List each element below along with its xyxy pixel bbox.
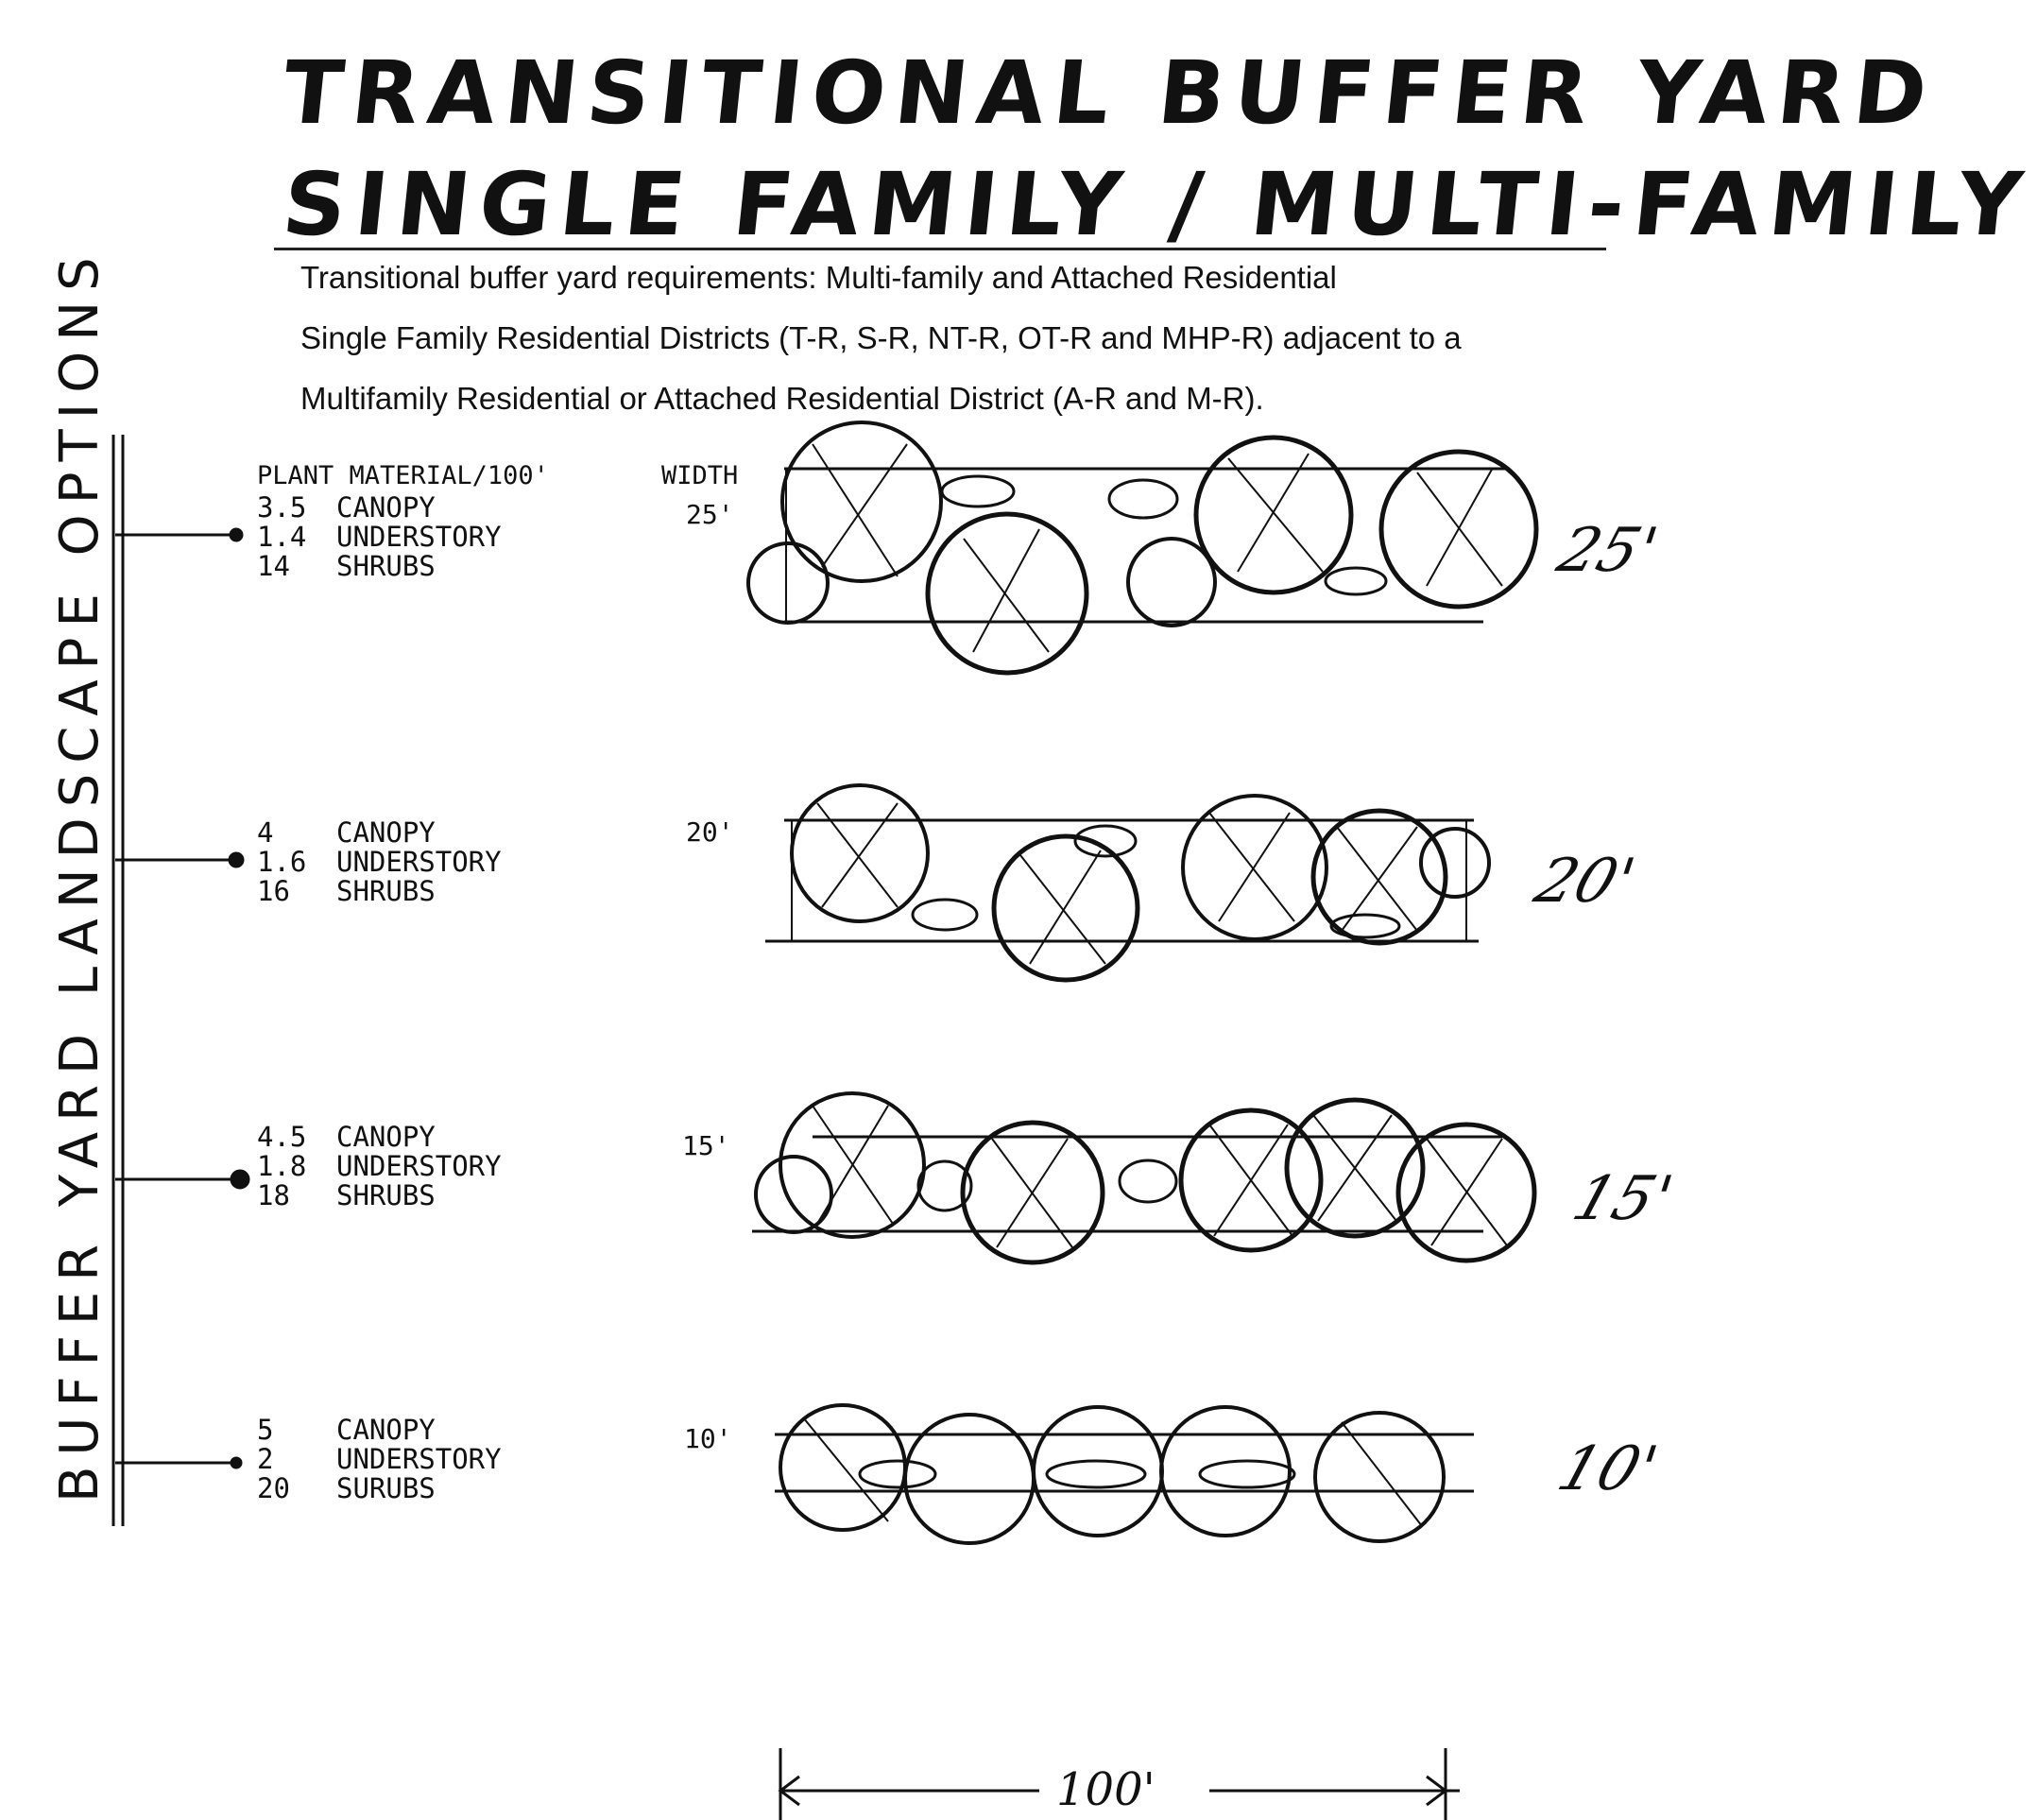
buffer-strip-1 [748,422,1536,673]
canopy-label: CANOPY [336,1121,436,1153]
shrub-cluster [1047,1461,1145,1487]
leader-dot-4 [231,1458,241,1468]
canopy-tree [1161,1407,1290,1536]
leader-dot-2 [230,853,243,867]
understory-quantity: 1.6 [257,846,307,878]
option-3-width-large: 15' [1564,1164,1682,1234]
option-3 [257,1123,502,1210]
canopy-quantity: 4.5 [257,1121,307,1153]
length-dimension-label: 100' [1056,1763,1155,1816]
shrub-cluster [1200,1461,1294,1487]
option-1 [257,493,502,581]
shrub-cluster [1331,915,1399,937]
shrub-cluster [913,900,977,930]
buffer-strip-3 [752,1093,1534,1262]
shrubs-label: SHRUBS [336,1179,436,1211]
option-4 [257,1416,502,1503]
understory-quantity: 2 [257,1443,274,1475]
shrub-cluster [1120,1160,1176,1202]
canopy-label: CANOPY [336,1414,436,1446]
description-line-3: Multifamily Residential or Attached Residential District (A-R and M-R). [300,381,1264,416]
canopy-tree [1196,438,1351,592]
buffer-strip-4 [775,1405,1474,1543]
option-leaders [115,529,248,1468]
canopy-label: CANOPY [336,491,436,524]
option-1-width-large: 25' [1549,516,1667,586]
leader-dot-1 [231,529,242,541]
understory-tree [756,1157,831,1232]
option-2 [257,818,502,906]
canopy-tree [782,422,941,581]
understory-quantity: 1.4 [257,521,307,553]
option-2-width: 20' [686,816,734,848]
option-2-width-large: 20' [1526,847,1644,917]
leader-dot-3 [231,1171,248,1188]
understory-label: UNDERSTORY [336,1150,502,1182]
shrubs-label: SHRUBS [336,550,436,582]
shrub-cluster [1109,480,1177,518]
understory-label: UNDERSTORY [336,521,502,553]
understory-label: UNDERSTORY [336,846,502,878]
description-line-2: Single Family Residential Districts (T-R, S-R, NT-R, OT-R and MHP-R) adjacent to a [300,320,1462,355]
shrubs-quantity: 20 [257,1472,290,1504]
understory-quantity: 1.8 [257,1150,307,1182]
title-line-1: TRANSITIONAL BUFFER YARD [278,43,1942,144]
title-line-2: SINGLE FAMILY / MULTI-FAMILY [278,154,2037,255]
width-header: WIDTH [661,461,739,490]
shrubs-label: SHRUBS [336,875,436,907]
canopy-quantity: 3.5 [257,491,307,524]
shrub-cluster [1326,568,1386,594]
canopy-tree [1315,1413,1444,1541]
shrubs-quantity: 16 [257,875,290,907]
shrubs-quantity: 18 [257,1179,290,1211]
shrubs-quantity: 14 [257,550,290,582]
plant-material-header: PLANT MATERIAL/100' [257,461,549,490]
description-line-1: Transitional buffer yard requirements: Multi-family and Attached Residential [300,260,1337,295]
understory-tree [1421,829,1489,897]
option-4-width-large: 10' [1549,1434,1667,1504]
side-label: BUFFER YARD LANDSCAPE OPTIONS [49,247,111,1502]
understory-label: UNDERSTORY [336,1443,502,1475]
canopy-tree [928,514,1087,673]
shrub-cluster [860,1461,935,1487]
canopy-label: CANOPY [336,816,436,849]
option-1-width: 25' [686,499,734,530]
understory-tree [1128,539,1215,626]
understory-tree [748,543,828,623]
canopy-quantity: 5 [257,1414,274,1446]
canopy-tree [792,785,928,921]
option-3-width: 15' [682,1130,730,1161]
shrub-cluster [942,476,1014,507]
option-4-width: 10' [684,1423,732,1454]
shrubs-label: SURUBS [336,1472,436,1504]
canopy-quantity: 4 [257,816,274,849]
buffer-strip-2 [765,785,1489,980]
canopy-tree [780,1405,905,1530]
